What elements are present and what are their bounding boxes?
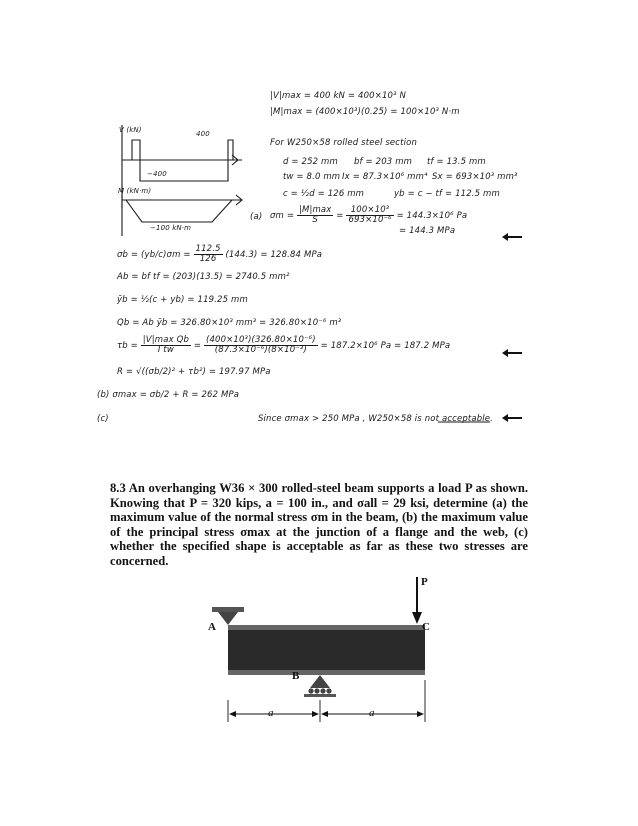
support-B-base [304,694,336,697]
sigma-b-line [117,245,322,264]
tau-fraction-1 [141,336,191,355]
part-a-fraction-2 [346,206,393,225]
shear-axis-label: V (kN) [119,126,142,134]
support-B [310,675,330,688]
prop-c: c = ½d = 126 mm [283,189,365,199]
part-a-f2-den: 693×10⁻⁶ [348,215,392,225]
max-shear-line: |V|max = 400 kN = 400×10³ N [270,91,406,101]
qb-line: Qb = Ab ȳb = 326.80×10³ mm³ = 326.80×10⁻⁶ m³ [117,318,342,328]
problem-number: 8.3 [110,481,126,495]
moment-axis-label: M (kN·m) [118,187,152,195]
moment-curve [126,200,232,222]
shear-value-neg400: −400 [147,170,167,178]
answer-arrows [502,233,522,422]
beam-figure [212,577,425,722]
tau-f2-num: (400×10³)(326.80×10⁻⁶) [206,335,316,345]
part-a-result-1: = 144.3×10⁶ Pa [396,211,468,221]
shear-value-400: 400 [196,130,210,138]
part-a-f1-den: S [312,215,318,225]
problem-statement [110,481,528,569]
roller-4 [326,688,331,693]
sigma-b-frac-num: 112.5 [195,244,221,254]
section-note: For W250×58 rolled steel section [270,138,417,148]
label-a-right: a [369,707,375,719]
beam-top-flange [228,625,425,630]
roller-3 [320,688,325,693]
shear-diagram [122,125,242,208]
prop-d: d = 252 mm [283,157,338,167]
part-a-equals: = [336,211,344,221]
tau-result: = 187.2×10⁶ Pa = 187.2 MPa [320,341,451,351]
dim-arrow-1 [229,711,236,717]
part-a-label: (a) [250,212,263,222]
part-c-line: Since σmax > 250 MPa , W250×58 is not acceptable. [258,414,494,424]
prop-tw: tw = 8.0 mm [283,172,341,182]
tau-line [117,336,450,355]
moment-value-neg100: −100 kN·m [150,224,192,232]
ybar-line: ȳb = ½(c + yb) = 119.25 mm [117,295,248,305]
prop-tf: tf = 13.5 mm [427,157,486,167]
part-a-result-2: = 144.3 MPa [399,226,456,236]
answer-arrow-tau [502,349,522,357]
tau-lhs: τb = [117,341,138,351]
part-a-equation [270,206,467,225]
load-arrow-head [412,612,422,624]
sigma-b-frac-den: 126 [199,254,217,264]
prop-sx: Sx = 693×10³ mm³ [432,172,518,182]
label-C: C [422,621,430,633]
roller-1 [308,688,313,693]
dim-arrow-4 [417,711,424,717]
label-P: P [421,576,428,588]
r-line: R = √((σb/2)² + τb²) = 197.97 MPa [117,367,271,377]
beam-body [228,625,425,675]
label-B: B [292,670,300,682]
problem-text: An overhanging W36 × 300 rolled-steel beam supports a load P as shown. Knowing that P = 320 kips, a = 100 in., and σall = 29 ksi, determine (a) the maximum value of the normal stress σm in the beam, (b) the maximum value of the principal stress σmax at the junction of a flange and the web, (c) whether the specified shape is acceptable as far as these two stresses are concerned. [110,481,528,568]
part-c-label: (c) [97,414,109,424]
support-A-base [212,607,244,612]
tau-f2-den: (87.3×10⁻⁶)(8×10⁻³) [214,345,307,355]
tau-f1-num: |V|max Qb [142,335,189,345]
part-a-f1-num: |M|max [298,205,332,215]
prop-bf: bf = 203 mm [354,157,413,167]
dim-arrow-3 [321,711,328,717]
label-A: A [208,621,216,633]
label-a-left: a [268,707,274,719]
beam-bottom-flange [228,670,425,675]
part-a-f2-num: 100×10³ [346,206,393,216]
max-moment-line: |M|max = (400×10³)(0.25) = 100×10³ N·m [270,107,460,117]
dim-arrow-2 [312,711,319,717]
tau-fraction-2 [204,336,318,355]
tau-f1-den: I tw [157,345,174,355]
answer-arrow-a [502,233,522,241]
sigma-b-lhs: σb = (yb/c)σm = [117,250,191,260]
prop-ix: Ix = 87.3×10⁶ mm⁴ [342,172,428,182]
area-line: Ab = bf tf = (203)(13.5) = 2740.5 mm² [117,272,290,282]
part-b-line: (b) σmax = σb/2 + R = 262 MPa [97,390,240,400]
part-a-lhs: σm = [270,211,295,221]
part-a-fraction-1 [297,206,333,225]
tau-equals: = [193,341,202,351]
roller-2 [314,688,319,693]
support-A [218,612,238,625]
sigma-b-fraction [194,245,223,264]
sigma-b-rest: (144.3) = 128.84 MPa [225,250,323,260]
answer-arrow-c [502,414,522,422]
prop-yb: yb = c − tf = 112.5 mm [394,189,500,199]
